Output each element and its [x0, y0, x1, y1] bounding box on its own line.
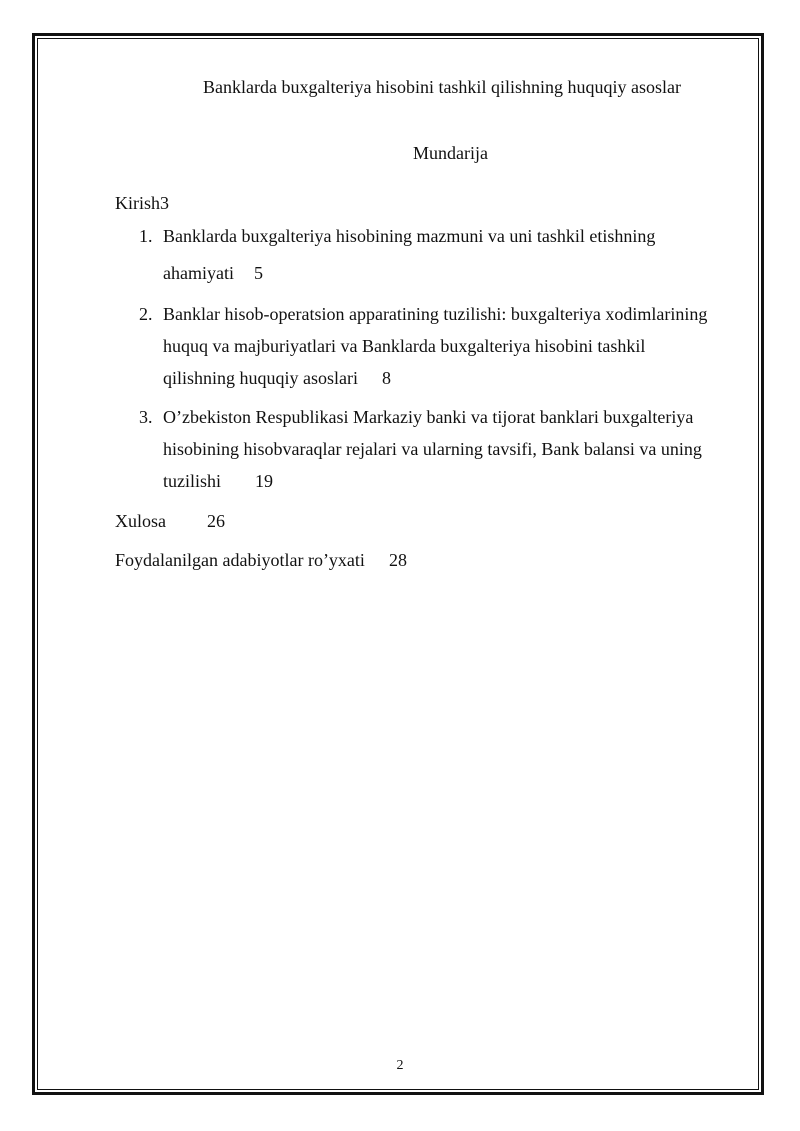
page-number: 2 — [396, 1058, 404, 1073]
toc-item-1-line-1: Banklarda buxgalteriya hisobining mazmuni va uni tashkil etishning — [163, 226, 656, 246]
toc-item-1-line-2 — [163, 261, 263, 285]
toc-item-1-text: ahamiyati — [163, 263, 234, 283]
toc-heading: Mundarija — [413, 143, 488, 163]
toc-item-3-line-2: hisobining hisobvaraqlar rejalari va ularning tavsifi, Bank balansi va uning — [163, 439, 702, 459]
toc-item-2-text: qilishning huquqiy asoslari — [163, 368, 358, 388]
toc-conclusion-page: 26 — [207, 511, 225, 531]
document-title: Banklarda buxgalteriya hisobini tashkil qilishning huquqiy asoslar — [203, 77, 681, 97]
toc-item-3-line-1: O’zbekiston Respublikasi Markaziy banki va tijorat banklari buxgalteriya — [163, 407, 694, 427]
toc-entry-intro — [115, 191, 169, 215]
toc-item-2-number: 2. — [139, 304, 153, 324]
toc-references-label: Foydalanilgan adabiyotlar ro’yxati — [115, 550, 365, 570]
toc-intro-label: Kirish — [115, 193, 160, 213]
toc-entry-references — [115, 548, 407, 572]
toc-item-2-line-3 — [163, 366, 391, 390]
toc-item-1-page: 5 — [253, 263, 263, 283]
toc-item-1-number: 1. — [139, 226, 153, 246]
toc-item-3-page: 19 — [255, 471, 273, 491]
toc-references-page: 28 — [388, 550, 407, 570]
toc-item-3-number: 3. — [139, 407, 153, 427]
toc-item-2-line-1: Banklar hisob-operatsion apparatining tuzilishi: buxgalteriya xodimlarining — [163, 304, 708, 324]
toc-conclusion-label: Xulosa — [115, 511, 166, 531]
toc-item-2-page: 8 — [382, 368, 391, 388]
toc-intro-page: 3 — [160, 193, 169, 213]
toc-item-2-line-2: huquq va majburiyatlari va Banklarda buxgalteriya hisobini tashkil — [163, 336, 646, 356]
toc-item-3-text: tuzilishi — [163, 471, 221, 491]
toc-entry-conclusion — [115, 509, 225, 533]
toc-item-3-line-3 — [163, 469, 273, 493]
